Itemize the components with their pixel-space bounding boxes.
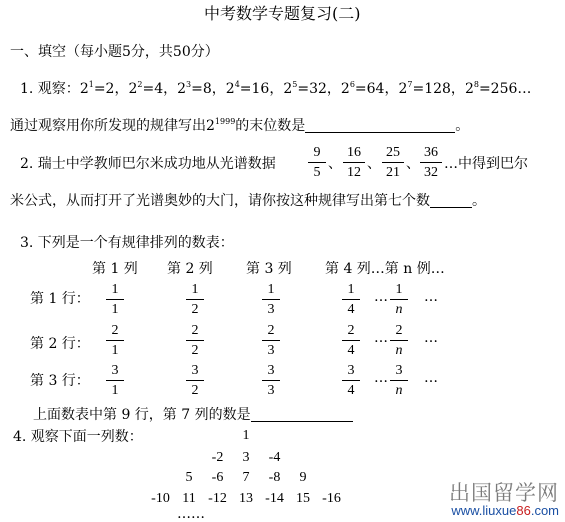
q3-fraction <box>342 363 360 399</box>
q3-question-line <box>33 407 353 422</box>
q3-fraction <box>390 363 408 399</box>
q3-col-header: 第 1 列 <box>92 261 138 277</box>
q3-ellipsis: … <box>374 370 388 386</box>
q3-fraction <box>342 282 360 318</box>
frac-numerator: 3 <box>111 363 119 378</box>
frac-denominator: 2 <box>191 383 199 398</box>
q3-row-label: 第 2 行： <box>30 336 90 352</box>
frac-bar <box>382 162 404 163</box>
frac-denominator: 2 <box>191 302 199 317</box>
q2-sep: 、 <box>406 156 420 172</box>
q4-number: 15 <box>296 491 310 506</box>
watermark-logo <box>449 482 559 518</box>
q4-number: -2 <box>211 450 224 465</box>
q1-term-exp: 2 <box>137 80 143 89</box>
frac-numerator: 36 <box>424 145 438 160</box>
q1-term-exp: 3 <box>186 80 192 89</box>
q3-question: 上面数表中第 9 行，第 7 列的数是 <box>33 407 251 423</box>
q3-prefix: 3. 下列是一个有规律排列的数表： <box>20 235 234 251</box>
q1-power-term <box>465 81 531 97</box>
frac-numerator: 3 <box>347 363 355 378</box>
q1-terms <box>80 81 532 97</box>
frac-bar <box>308 162 326 163</box>
q1-term-base: 2 <box>177 81 187 97</box>
frac-bar <box>186 340 204 341</box>
frac-bar <box>106 340 124 341</box>
q2-line2-end: 。 <box>472 193 486 209</box>
frac-numerator: 1 <box>347 282 355 297</box>
frac-denominator: 1 <box>111 343 119 358</box>
q1-answer-blank[interactable] <box>305 118 455 133</box>
q1-power-term <box>226 81 284 97</box>
q1-power-term <box>128 81 177 97</box>
frac-denominator: 4 <box>347 343 355 358</box>
q1-term-exp: 4 <box>234 80 240 89</box>
q4-number: -8 <box>268 470 281 485</box>
q2-fraction <box>308 145 326 181</box>
frac-bar <box>186 380 204 381</box>
frac-denominator: 3 <box>267 383 275 398</box>
q1-term-base: 2 <box>225 81 235 97</box>
watermark-url-a: www.liuxue <box>451 503 517 518</box>
frac-bar <box>262 299 280 300</box>
frac-numerator: 16 <box>347 145 361 160</box>
q4-number: -6 <box>211 470 224 485</box>
frac-numerator: 9 <box>313 145 321 160</box>
frac-numerator: 3 <box>191 363 199 378</box>
frac-numerator: 1 <box>395 282 403 297</box>
q4-number: -14 <box>265 491 284 506</box>
frac-denominator: 4 <box>347 383 355 398</box>
frac-denominator: n <box>395 383 403 398</box>
q3-fraction <box>106 363 124 399</box>
frac-numerator: 2 <box>395 323 403 338</box>
frac-numerator: 25 <box>386 145 400 160</box>
q3-answer-blank[interactable] <box>251 407 353 422</box>
q3-fraction <box>342 323 360 359</box>
q3-row-label: 第 1 行： <box>30 291 90 307</box>
q3-fraction <box>390 282 408 318</box>
q1-power-term <box>80 81 129 97</box>
frac-bar <box>342 299 360 300</box>
frac-numerator: 1 <box>111 282 119 297</box>
q2-answer-blank[interactable] <box>430 193 472 208</box>
q3-ellipsis: … <box>424 330 438 346</box>
watermark-url-b: 86 <box>516 503 531 518</box>
q3-ellipsis: … <box>424 370 438 386</box>
q2-fraction <box>420 145 442 181</box>
q3-fraction <box>186 323 204 359</box>
q1-line2-text: 通过观察用你所发现的规律写出 <box>10 118 206 134</box>
frac-denominator: 5 <box>313 165 321 180</box>
q1-term-base: 2 <box>464 81 474 97</box>
q3-ellipsis: … <box>374 289 388 305</box>
frac-numerator: 3 <box>395 363 403 378</box>
q4-number: -10 <box>151 491 170 506</box>
watermark-title: 出国留学网 <box>449 481 559 505</box>
q3-fraction <box>106 282 124 318</box>
frac-bar <box>420 162 442 163</box>
q2-suffix: …中得到巴尔 <box>444 156 528 172</box>
frac-numerator: 2 <box>347 323 355 338</box>
q1-term-value: =8， <box>191 81 226 97</box>
frac-numerator: 2 <box>191 323 199 338</box>
q1-term-value: =64， <box>354 81 399 97</box>
q1-term-base: 2 <box>283 81 293 97</box>
q1-term-base: 2 <box>128 81 138 97</box>
q3-col-header: 第 2 列 <box>167 261 213 277</box>
frac-denominator: 32 <box>424 165 438 180</box>
frac-denominator: n <box>395 343 403 358</box>
q2-fraction <box>343 145 365 181</box>
q1-line2-suffix: 的末位数是 <box>235 118 306 134</box>
q1-term-base: 2 <box>398 81 408 97</box>
q3-ellipsis: … <box>424 289 438 305</box>
frac-bar <box>342 380 360 381</box>
q1-line2-end: 。 <box>455 118 470 134</box>
q2-line2 <box>10 193 486 208</box>
frac-denominator: 21 <box>386 165 400 180</box>
q1-term-value: =32， <box>297 81 341 97</box>
q2-prefix: 2. 瑞士中学教师巴尔米成功地从光谱数据 <box>20 156 276 172</box>
frac-denominator: 12 <box>347 165 361 180</box>
q1-term-exp: 8 <box>473 80 479 89</box>
q1-prefix: 1. 观察： <box>20 81 80 97</box>
frac-bar <box>262 340 280 341</box>
frac-bar <box>343 162 365 163</box>
q1-power-term <box>341 81 399 97</box>
q1-power-term <box>283 81 341 97</box>
frac-bar <box>390 340 408 341</box>
q4-number: 7 <box>242 470 250 485</box>
q4-number: 9 <box>299 470 307 485</box>
q3-fraction <box>106 323 124 359</box>
frac-bar <box>262 380 280 381</box>
q1-term-exp: 5 <box>292 80 298 89</box>
q3-fraction <box>186 363 204 399</box>
q4-number: -4 <box>268 450 281 465</box>
q4-ellipsis: …… <box>177 506 205 522</box>
frac-denominator: n <box>395 302 403 317</box>
page-title: 中考数学专题复习(二) <box>204 4 361 23</box>
watermark-url-c: .com <box>530 503 559 518</box>
q3-row-label: 第 3 行： <box>30 373 90 389</box>
frac-numerator: 1 <box>267 282 275 297</box>
q2-sep: 、 <box>328 156 342 172</box>
q1-term-value: =2， <box>93 81 129 97</box>
watermark-url <box>449 504 559 518</box>
q1-power-term <box>177 81 226 97</box>
frac-numerator: 1 <box>191 282 199 297</box>
q3-fraction <box>262 282 280 318</box>
q4-prefix: 4. 观察下面一列数： <box>13 429 143 445</box>
q2-sep: 、 <box>367 156 381 172</box>
q1-power-term <box>398 81 464 97</box>
q4-number: 13 <box>239 491 253 506</box>
frac-denominator: 3 <box>267 302 275 317</box>
frac-bar <box>390 299 408 300</box>
q1-term-exp: 7 <box>407 80 413 89</box>
frac-bar <box>186 299 204 300</box>
frac-numerator: 2 <box>111 323 119 338</box>
frac-denominator: 4 <box>347 302 355 317</box>
frac-bar <box>106 380 124 381</box>
q3-col-header: 第 3 列 <box>246 261 292 277</box>
frac-bar <box>390 380 408 381</box>
q1-term-value: =256… <box>478 81 532 97</box>
section-heading: 一、填空（每小题5分，共50分） <box>10 44 219 60</box>
frac-numerator: 2 <box>267 323 275 338</box>
q1-term-value: =4， <box>142 81 178 97</box>
q2-fraction <box>382 145 404 181</box>
q4-number: -16 <box>322 491 341 506</box>
q4-number: 3 <box>242 450 250 465</box>
q3-col-header: 第 4 列…第 n 例… <box>325 261 445 277</box>
q1-term-exp: 1 <box>88 80 94 89</box>
q4-number: 1 <box>242 428 250 443</box>
frac-bar <box>342 340 360 341</box>
q3-ellipsis: … <box>374 330 388 346</box>
q1-term-value: =128， <box>412 81 465 97</box>
q1-term-exp: 6 <box>349 80 355 89</box>
q3-fraction <box>262 363 280 399</box>
q1-line2-exp: 1999 <box>214 117 236 126</box>
q3-fraction <box>390 323 408 359</box>
q1-line1 <box>20 82 531 96</box>
q1-term-value: =16， <box>239 81 284 97</box>
frac-denominator: 2 <box>191 343 199 358</box>
q4-number: 11 <box>182 491 196 506</box>
q4-number: 5 <box>185 470 193 485</box>
q1-term-base: 2 <box>79 81 89 97</box>
q2-line2-text: 米公式，从而打开了光谱奥妙的大门，请你按这种规律写出第七个数 <box>10 193 430 209</box>
frac-bar <box>106 299 124 300</box>
q3-fraction <box>186 282 204 318</box>
q1-line2-base: 2 <box>206 118 215 134</box>
frac-denominator: 1 <box>111 383 119 398</box>
frac-denominator: 1 <box>111 302 119 317</box>
q4-number: -12 <box>208 491 227 506</box>
q1-line2 <box>10 118 469 133</box>
frac-numerator: 3 <box>267 363 275 378</box>
frac-denominator: 3 <box>267 343 275 358</box>
q3-fraction <box>262 323 280 359</box>
q1-term-base: 2 <box>340 81 350 97</box>
